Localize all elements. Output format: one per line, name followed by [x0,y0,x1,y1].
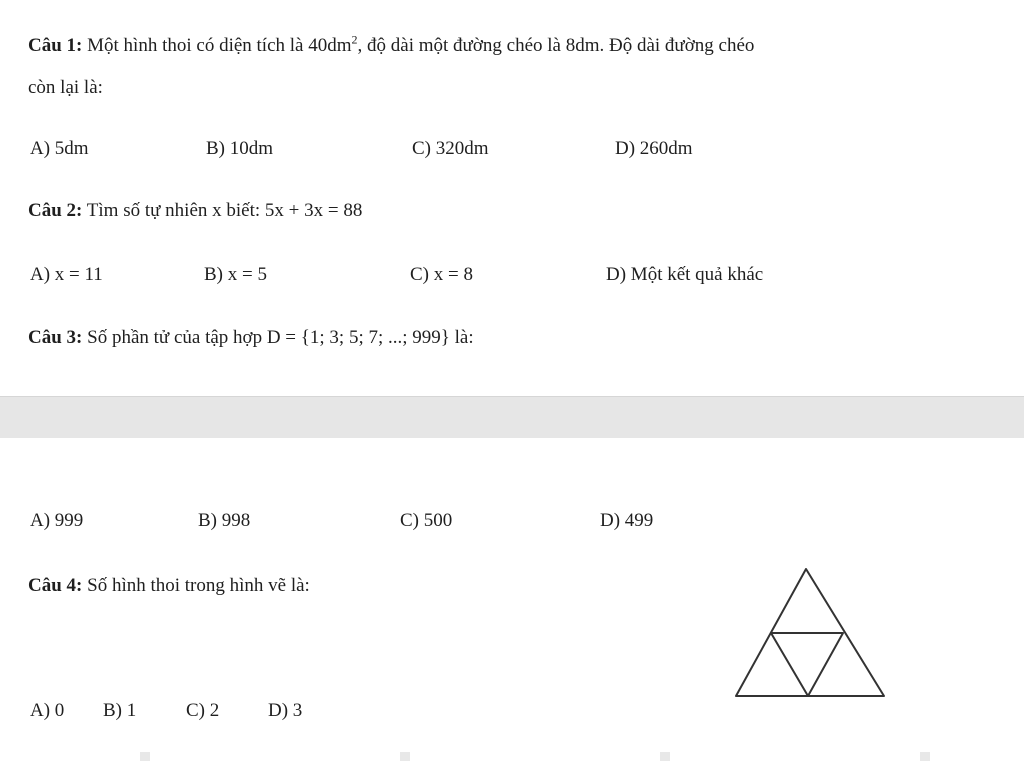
page-separator [0,396,1024,440]
question-1-line-2: còn lại là: [28,77,103,98]
question-4-option-b[interactable]: B) 1 [103,700,137,721]
question-4-text: Số hình thoi trong hình vẽ là: [82,575,310,596]
question-1-option-a[interactable]: A) 5dm [30,138,89,159]
inner-triangle [771,633,843,696]
question-2-option-c[interactable]: C) x = 8 [410,264,473,285]
question-3-label: Câu 3: [28,327,83,348]
question-2-text: Tìm số tự nhiên x biết: 5x + 3x = 88 [82,200,363,221]
question-4-option-c[interactable]: C) 2 [186,700,220,721]
question-1-label: Câu 1: [28,35,83,56]
question-1-text-a: Một hình thoi có diện tích là 40dm [82,35,352,56]
question-4-option-a[interactable]: A) 0 [30,700,65,721]
question-1-option-c[interactable]: C) 320dm [412,138,489,159]
next-page-edge [0,752,1024,761]
question-1-option-b[interactable]: B) 10dm [206,138,274,159]
question-3-option-a[interactable]: A) 999 [30,510,84,531]
question-4-option-d[interactable]: D) 3 [268,700,303,721]
triangle-subdivided-figure-icon [730,565,892,701]
question-1-option-d[interactable]: D) 260dm [615,138,693,159]
question-3-option-b[interactable]: B) 998 [198,510,251,531]
question-2-label: Câu 2: [28,200,83,221]
question-4-label: Câu 4: [28,575,83,596]
question-3-line [28,326,474,350]
question-1-text-b: , độ dài một đường chéo là 8dm. Độ dài đường chéo [357,35,755,56]
question-3-option-c[interactable]: C) 500 [400,510,453,531]
question-3-text: Số phần tử của tập hợp D = {1; 3; 5; 7; ...; 999} là: [82,327,474,348]
question-1-superscript: 2 [351,32,358,47]
question-2-option-b[interactable]: B) x = 5 [204,264,267,285]
question-2-option-a[interactable]: A) x = 11 [30,264,103,285]
question-2-option-d[interactable]: D) Một kết quả khác [606,264,764,285]
question-1-line-1 [28,34,754,58]
question-2-line [28,199,362,223]
question-3-option-d[interactable]: D) 499 [600,510,654,531]
question-4-line [28,574,310,598]
